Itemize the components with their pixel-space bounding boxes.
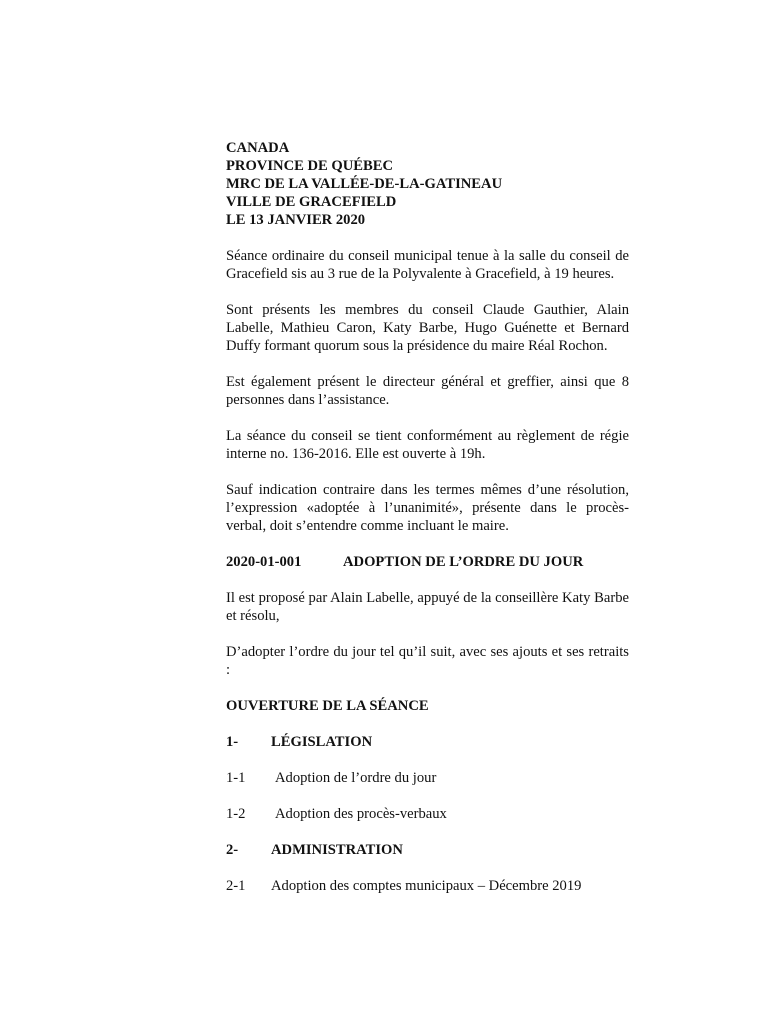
header-country: CANADA: [226, 140, 290, 156]
header-mrc: MRC DE LA VALLÉE-DE-LA-GATINEAU: [226, 176, 503, 192]
agenda-item: [226, 877, 629, 895]
director-paragraph: Est également présent le directeur général et greffier, ainsi que 8 personnes dans l’assistance.: [226, 374, 629, 408]
agenda-number: 2-1: [226, 878, 246, 894]
agenda-label: Adoption des procès-verbaux: [275, 806, 447, 822]
resolution-number: 2020-01-001: [226, 554, 302, 570]
agenda-number: 1-2: [226, 806, 246, 822]
agenda-number: 1-1: [226, 770, 246, 786]
adoption-paragraph: D’adopter l’ordre du jour tel qu’il suit, avec ses ajouts et ses retraits :: [226, 644, 629, 678]
agenda-label: ADMINISTRATION: [271, 842, 403, 858]
bylaw-paragraph: La séance du conseil se tient conformément au règlement de régie interne no. 136-2016. Elle est ouverte à 19h.: [226, 428, 629, 462]
proposal-paragraph: Il est proposé par Alain Labelle, appuyé de la conseillère Katy Barbe et résolu,: [226, 590, 629, 624]
agenda-number: 1-: [226, 734, 239, 750]
agenda-number: 2-: [226, 842, 239, 858]
agenda-section: [226, 733, 629, 751]
agenda-label: Adoption des comptes municipaux – Décembre 2019: [271, 878, 582, 894]
agenda-label: LÉGISLATION: [271, 734, 373, 750]
unanimity-paragraph: Sauf indication contraire dans les termes mêmes d’une résolution, l’expression «adoptée à l’unanimité», présente dans le procès-verbal, doit s’entendre comme incluant le maire.: [226, 482, 629, 534]
agenda-section: [226, 841, 629, 859]
agenda-item: [226, 805, 629, 823]
meeting-paragraph: Séance ordinaire du conseil municipal tenue à la salle du conseil de Gracefield sis au 3 rue de la Polyvalente à Gracefield, à 19 heures.: [226, 248, 629, 282]
header-city: VILLE DE GRACEFIELD: [226, 194, 397, 210]
attendance-paragraph: Sont présents les membres du conseil Claude Gauthier, Alain Labelle, Mathieu Caron, Katy Barbe, Hugo Guénette et Bernard Duffy formant quorum sous la présidence du maire Réal Rochon.: [226, 302, 629, 354]
header-date: LE 13 JANVIER 2020: [226, 212, 366, 228]
document-page: [226, 139, 629, 895]
resolution-title: ADOPTION DE L’ORDRE DU JOUR: [343, 554, 584, 570]
resolution-heading: [226, 553, 629, 571]
opening-title: OUVERTURE DE LA SÉANCE: [226, 698, 429, 714]
agenda-item: [226, 769, 629, 787]
header-province: PROVINCE DE QUÉBEC: [226, 158, 394, 174]
agenda-label: Adoption de l’ordre du jour: [275, 770, 437, 786]
document-header: [226, 139, 629, 229]
